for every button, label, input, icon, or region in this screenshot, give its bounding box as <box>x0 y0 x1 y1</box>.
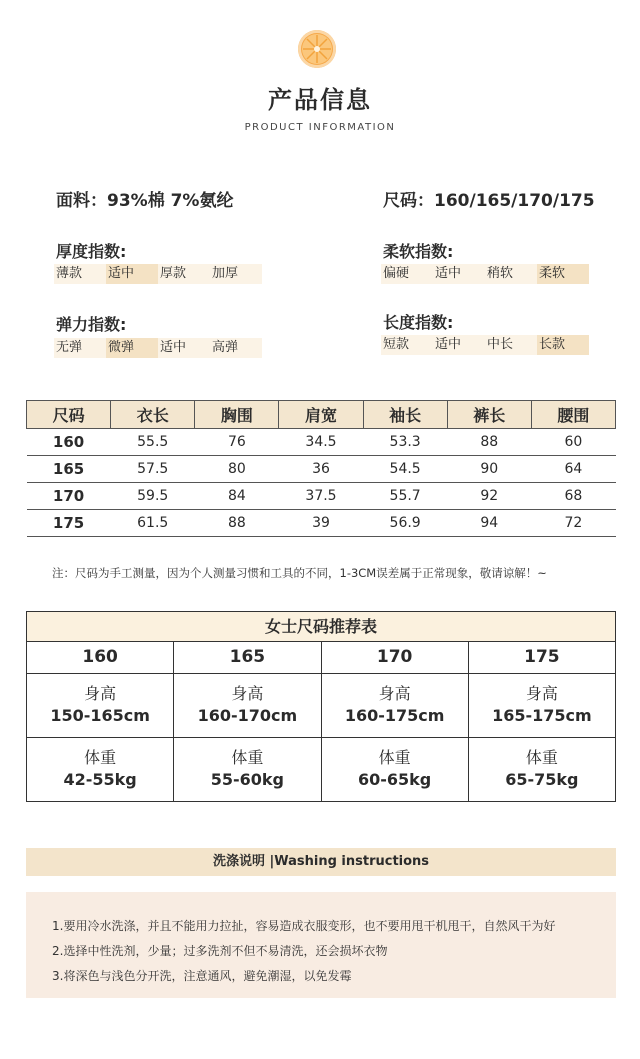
height-cell <box>174 674 321 737</box>
table-cell: 76 <box>195 429 279 456</box>
table-cell: 165 <box>27 456 111 483</box>
scale-option: 高弹 <box>212 340 239 355</box>
table-cell: 175 <box>27 510 111 537</box>
scale-option: 适中 <box>160 340 187 355</box>
size-recommend-table <box>26 611 616 802</box>
weight-label: 体重 <box>378 748 411 767</box>
thickness-index-title: 厚度指数: <box>56 242 127 261</box>
weight-cell <box>27 738 174 801</box>
table-cell: 92 <box>447 483 531 510</box>
height-value: 150-165cm <box>50 706 150 725</box>
header-cell: 胸围 <box>195 401 279 429</box>
header-cell: 袖长 <box>363 401 447 429</box>
table-cell: 34.5 <box>279 429 363 456</box>
table-cell: 53.3 <box>363 429 447 456</box>
table-cell: 57.5 <box>111 456 195 483</box>
header-cell: 裤长 <box>447 401 531 429</box>
length-index-title: 长度指数: <box>383 313 454 332</box>
height-label: 身高 <box>84 684 117 703</box>
height-cell <box>322 674 469 737</box>
table-cell: 36 <box>279 456 363 483</box>
scale-option-selected: 微弹 <box>106 338 158 358</box>
table-cell: 88 <box>195 510 279 537</box>
thickness-scale <box>54 264 262 284</box>
weight-cell <box>174 738 321 801</box>
scale-option: 短款 <box>383 337 410 352</box>
table-cell: 80 <box>195 456 279 483</box>
header-cell: 肩宽 <box>279 401 363 429</box>
table-cell: 59.5 <box>111 483 195 510</box>
weight-value: 42-55kg <box>63 770 137 789</box>
table-cell: 68 <box>531 483 615 510</box>
header-cell: 腰围 <box>531 401 615 429</box>
page-title: 产品信息 <box>268 86 372 114</box>
weight-value: 55-60kg <box>210 770 284 789</box>
elasticity-scale <box>54 338 262 358</box>
height-value: 165-175cm <box>492 706 592 725</box>
recommend-weight-row <box>27 738 615 801</box>
table-cell: 84 <box>195 483 279 510</box>
scale-option: 薄款 <box>56 266 83 281</box>
recommend-height-row <box>27 674 615 738</box>
scale-option: 适中 <box>435 266 462 281</box>
height-label: 身高 <box>378 684 411 703</box>
scale-option: 偏硬 <box>383 266 410 281</box>
table-cell: 55.7 <box>363 483 447 510</box>
table-row <box>27 429 616 456</box>
table-row <box>27 483 616 510</box>
recommend-title: 女士尺码推荐表 <box>27 612 615 642</box>
scale-option: 无弹 <box>56 340 83 355</box>
height-cell <box>469 674 615 737</box>
softness-index-title: 柔软指数: <box>383 242 454 261</box>
scale-option-selected: 柔软 <box>537 264 589 284</box>
height-value: 160-170cm <box>197 706 298 725</box>
size-table <box>26 400 616 537</box>
recommend-size: 160 <box>27 642 174 673</box>
recommend-size-row <box>27 642 615 674</box>
fabric-spec: 面料：93%棉 7%氨纶 <box>56 191 234 211</box>
table-cell: 64 <box>531 456 615 483</box>
table-row <box>27 510 616 537</box>
table-cell: 88 <box>447 429 531 456</box>
weight-cell <box>322 738 469 801</box>
washing-item: 2.选择中性洗剂，少量；过多洗剂不但不易清洗，还会损坏衣物 <box>52 944 388 958</box>
table-row <box>27 456 616 483</box>
weight-cell <box>469 738 615 801</box>
table-cell: 72 <box>531 510 615 537</box>
table-cell: 170 <box>27 483 111 510</box>
height-label: 身高 <box>231 684 264 703</box>
scale-option: 适中 <box>435 337 462 352</box>
orange-slice-icon <box>298 30 336 68</box>
table-cell: 56.9 <box>363 510 447 537</box>
weight-value: 65-75kg <box>505 770 579 789</box>
elasticity-index-title: 弹力指数: <box>56 315 127 334</box>
height-label: 身高 <box>525 684 558 703</box>
measurement-note: 注：尺码为手工测量，因为个人测量习惯和工具的不同，1-3CM误差属于正常现象，敬请谅解！~ <box>52 566 547 580</box>
length-scale <box>381 335 589 355</box>
page-subtitle: PRODUCT INFORMATION <box>244 122 396 133</box>
table-cell: 39 <box>279 510 363 537</box>
softness-scale <box>381 264 589 284</box>
washing-item: 3.将深色与浅色分开洗，注意通风，避免潮湿，以免发霉 <box>52 969 352 983</box>
table-cell: 37.5 <box>279 483 363 510</box>
scale-option: 稍软 <box>487 266 514 281</box>
table-cell: 55.5 <box>111 429 195 456</box>
table-cell: 94 <box>447 510 531 537</box>
scale-option-selected: 长款 <box>537 335 589 355</box>
size-spec: 尺码：160/165/170/175 <box>383 191 595 211</box>
scale-option: 厚款 <box>160 266 187 281</box>
washing-instructions <box>26 892 616 998</box>
header-cell: 尺码 <box>27 401 111 429</box>
table-cell: 54.5 <box>363 456 447 483</box>
weight-label: 体重 <box>525 748 558 767</box>
table-cell: 160 <box>27 429 111 456</box>
scale-option-selected: 适中 <box>106 264 158 284</box>
size-table-header <box>27 401 616 429</box>
recommend-size: 175 <box>524 647 560 667</box>
table-cell: 90 <box>447 456 531 483</box>
table-cell: 60 <box>531 429 615 456</box>
washing-item: 1.要用冷水洗涤，并且不能用力拉扯，容易造成衣服变形，也不要用甩干机甩干，自然风干为好 <box>52 919 556 933</box>
scale-option: 加厚 <box>212 266 239 281</box>
weight-label: 体重 <box>231 748 264 767</box>
weight-value: 60-65kg <box>357 770 432 789</box>
recommend-size: 170 <box>322 642 469 673</box>
table-cell: 61.5 <box>111 510 195 537</box>
scale-option: 中长 <box>487 337 514 352</box>
washing-title: 洗涤说明 |Washing instructions <box>26 848 616 876</box>
weight-label: 体重 <box>84 748 117 767</box>
header-cell: 衣长 <box>111 401 195 429</box>
recommend-size: 165 <box>174 642 321 673</box>
height-value: 160-175cm <box>344 706 445 725</box>
height-cell <box>27 674 174 737</box>
